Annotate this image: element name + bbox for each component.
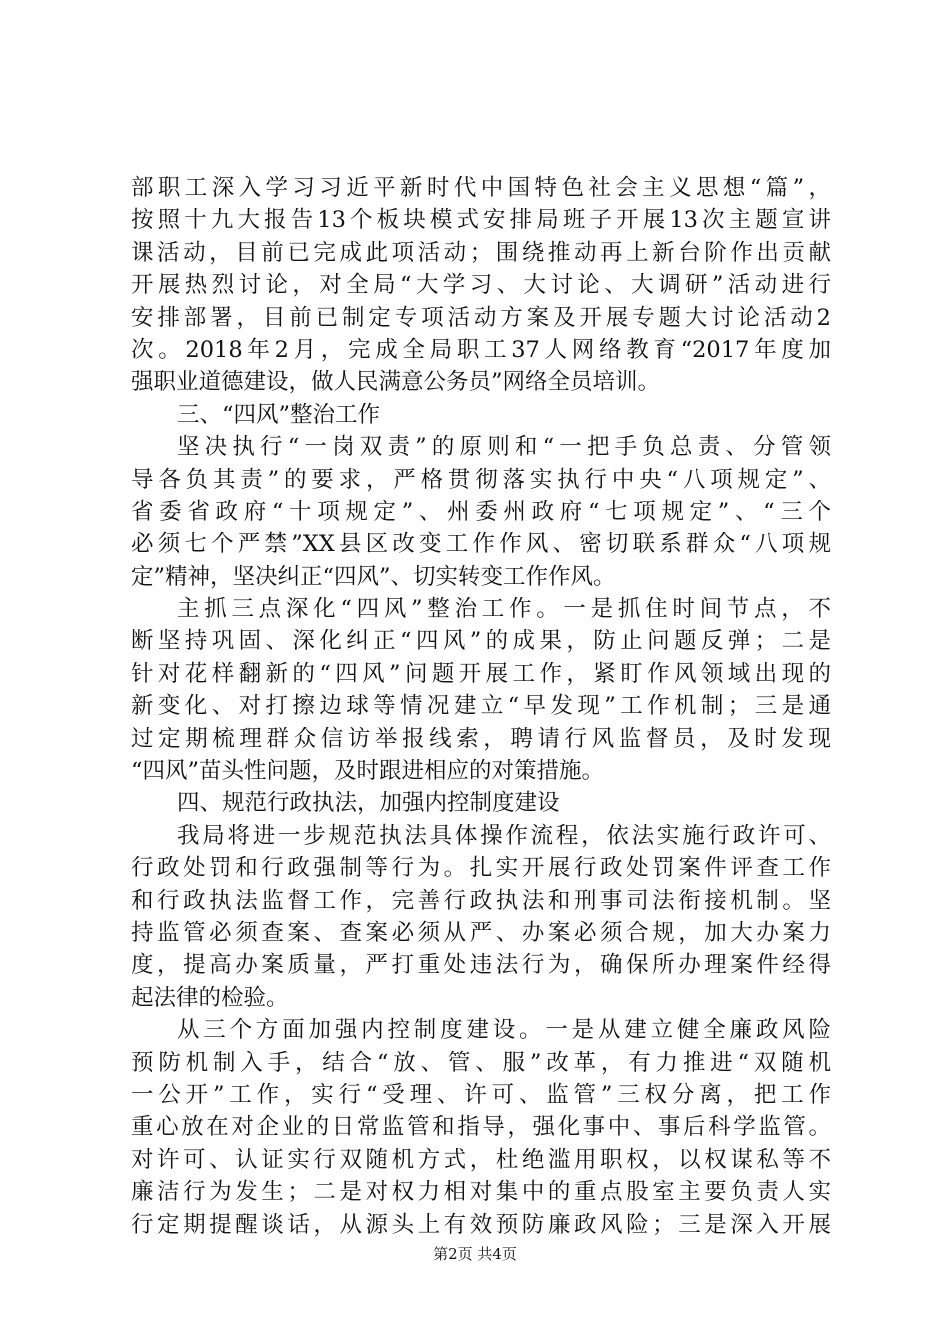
text-line: 一公开”工作，实行“受理、许可、监管”三权分离，把工作: [131, 1081, 831, 1108]
text-line: 起法律的检验。: [131, 984, 289, 1011]
text-line: 省委省政府“十项规定”、州委州政府“七项规定”、“三个: [131, 498, 831, 525]
text-line: 定”精神，坚决纠正“四风”、切实转变工作作风。: [131, 563, 616, 590]
text-line: 行政处罚和行政强制等行为。扎实开展行政处罚案件评查工作: [131, 855, 831, 882]
text-line: 三、“四风”整治工作: [177, 401, 381, 428]
text-line: 对许可、认证实行双随机方式，杜绝滥用职权，以权谋私等不: [131, 1146, 831, 1173]
text-line: 从三个方面加强内控制度建设。一是从建立健全廉政风险: [177, 1017, 831, 1044]
text-line: 度，提高办案质量，严打重处违法行为，确保所办理案件经得: [131, 952, 831, 979]
text-line: 廉洁行为发生；二是对权力相对集中的重点股室主要负责人实: [131, 1179, 831, 1206]
text-line: 课活动，目前已完成此项活动；围绕推动再上新台阶作出贡献: [131, 239, 831, 266]
text-line: 我局将进一步规范执法具体操作流程，依法实施行政许可、: [177, 822, 831, 849]
text-line: 主抓三点深化“四风”整治工作。一是抓住时间节点，不: [177, 596, 831, 623]
text-line: 安排部署，目前已制定专项活动方案及开展专题大讨论活动2: [131, 304, 831, 331]
text-line: 断坚持巩固、深化纠正“四风”的成果，防止问题反弹；二是: [131, 628, 831, 655]
text-line: 重心放在对企业的日常监管和指导，强化事中、事后科学监管。: [131, 1114, 831, 1141]
text-line: 强职业道德建设，做人民满意公务员”网络全员培训。: [131, 369, 661, 396]
text-line: 行定期提醒谈话，从源头上有效预防廉政风险；三是深入开展: [131, 1211, 831, 1238]
text-line: “四风”苗头性问题，及时跟进相应的对策措施。: [131, 758, 605, 785]
text-line: 预防机制入手，结合“放、管、服”改革，有力推进“双随机: [131, 1049, 831, 1076]
text-line: 开展热烈讨论，对全局“大学习、大讨论、大调研”活动进行: [131, 272, 831, 299]
text-line: 部职工深入学习习近平新时代中国特色社会主义思想“篇”，: [131, 175, 831, 201]
page-footer: 第2页 共4页: [433, 1245, 517, 1263]
text-line: 持监管必须查案、查案必须从严、办案必须合规，加大办案力: [131, 919, 831, 946]
text-line: 四、规范行政执法，加强内控制度建设: [177, 790, 560, 817]
text-line: 导各负其责”的要求，严格贯彻落实执行中央“八项规定”、: [131, 466, 831, 493]
text-line: 坚决执行“一岗双责”的原则和“一把手负总责、分管领: [177, 434, 831, 461]
text-line: 和行政执法监督工作，完善行政执法和刑事司法衔接机制。坚: [131, 887, 831, 914]
text-line: 必须七个严禁”XX县区改变工作作风、密切联系群众“八项规: [131, 531, 831, 558]
document-body: [131, 172, 831, 1241]
text-line: 次。2018年2月，完成全局职工37人网络教育“2017年度加: [131, 336, 831, 363]
text-line: 新变化、对打擦边球等情况建立“早发现”工作机制；三是通: [131, 693, 831, 720]
text-line: 针对花样翻新的“四风”问题开展工作，紧盯作风领域出现的: [131, 660, 831, 687]
text-line: 过定期梳理群众信访举报线索，聘请行风监督员，及时发现: [131, 725, 831, 752]
text-line: 按照十九大报告13个板块模式安排局班子开展13次主题宣讲: [131, 207, 831, 234]
